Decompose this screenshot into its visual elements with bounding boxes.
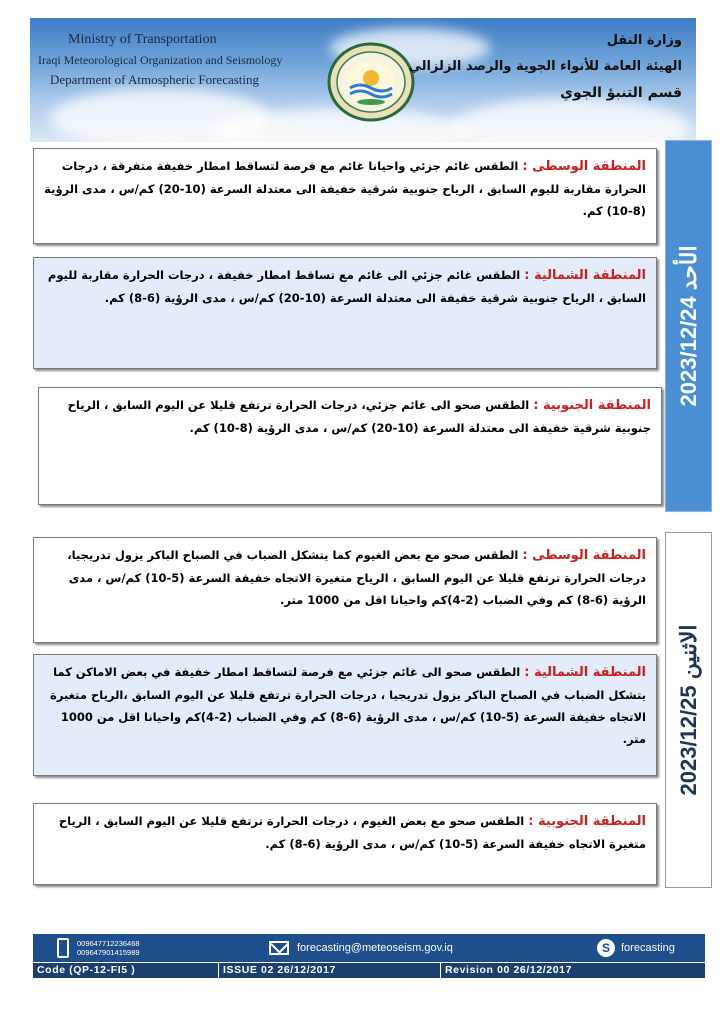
arabic-header [408, 28, 682, 106]
region-box-north-day1 [33, 257, 657, 369]
organization-seal-icon [326, 42, 416, 122]
day-label-monday [665, 532, 712, 888]
region-forecast-text: الطقس صحو الى غائم جزئي مع فرصة لتساقط امطار خفيفة في بعض الاماكن كما يتشكل الضباب في الصباح الباكر يزول تدريجيا ، درجات الحرارة ترتفع قليلا عن اليوم السابق ،الرياح متغيرة الاتجاه خفيفة السرعة (5-10) كم/س ، مدى الرؤية (6-8) كم وفي الضباب (2-4)كم واحيانا اقل من 1000 متر. [50, 665, 646, 746]
region-name: المنطقة الجنوبية : [533, 398, 651, 413]
day-label-text: الاثنين 2023/12/25 [675, 624, 701, 796]
phone-number-2: 009647901415989 [77, 948, 140, 957]
phone-number-1: 009647712236468 [77, 939, 140, 948]
region-forecast-text: الطقس صحو مع بعض الغيوم كما يتشكل الضباب في الصباح الباكر يزول تدريجيا، درجات الحرارة ترتفع قليلا عن اليوم السابق ، الرياح متغيرة الاتجاه خفيفة السرعة (5-10) كم/س ، مدى الرؤية (6-8) كم وفي الضباب (2-4)كم واحيانا اقل من 1000 متر. [67, 548, 646, 607]
phone-numbers [77, 939, 140, 957]
ministry-name-en: Ministry of Transportation [68, 32, 217, 47]
region-name: المنطقة الوسطى : [522, 548, 646, 563]
day-label-text: الأحد 2023/12/24 [675, 245, 701, 407]
organization-name-ar: الهيئة العامة للأنواء الجوية والرصد الزلزالي [408, 59, 682, 74]
ministry-name-ar: وزارة النقل [606, 33, 682, 48]
region-box-south-day1 [38, 387, 662, 505]
document-issue: ISSUE 02 26/12/2017 [219, 963, 441, 978]
document-control-row [33, 962, 705, 978]
region-box-north-day2 [33, 654, 657, 776]
document-code: Code (QP-12-FI5 ) [33, 963, 219, 978]
day-label-sunday [665, 140, 712, 512]
skype-handle[interactable]: forecasting [621, 942, 675, 954]
region-box-central-day2 [33, 537, 657, 643]
region-box-south-day2 [33, 803, 657, 885]
header-banner [30, 18, 696, 142]
region-forecast-text: الطقس غائم جزئي واحيانا غائم مع فرصة لتساقط امطار خفيفة متفرقة ، درجات الحرارة مقاربة لليوم السابق ، الرياح جنوبية شرقية خفيفة الى معتدلة السرعة (10-20) كم/س ، مدى الرؤية (8-10) كم. [44, 159, 646, 218]
region-box-central-day1 [33, 148, 657, 244]
department-name-ar: قسم التنبؤ الجوي [560, 85, 682, 101]
phone-icon [57, 938, 69, 958]
region-name: المنطقة الشمالية : [524, 665, 646, 680]
department-name-en: Department of Atmospheric Forecasting [50, 72, 260, 87]
mail-icon [269, 941, 289, 955]
region-name: المنطقة الجنوبية : [528, 814, 646, 829]
contact-row [33, 934, 705, 962]
english-header [38, 30, 282, 90]
email-address[interactable]: forecasting@meteoseism.gov.iq [297, 942, 453, 954]
skype-icon: S [597, 939, 615, 957]
footer-bar [33, 934, 705, 978]
region-forecast-text: الطقس صحو الى غائم جزئي، درجات الحرارة ترتفع قليلا عن اليوم السابق ، الرياح جنوبية شرقية خفيفة الى معتدلة السرعة (10-20) كم/س ، مدى الرؤية (8-10) كم. [67, 398, 651, 435]
region-name: المنطقة الشمالية : [524, 268, 646, 283]
document-revision: Revision 00 26/12/2017 [445, 964, 573, 976]
region-name: المنطقة الوسطى : [522, 159, 646, 174]
region-forecast-text: الطقس غائم جزئي الى غائم مع تساقط امطار خفيفة ، درجات الحرارة مقاربة لليوم السابق ، الرياح جنوبية شرقية خفيفة الى معتدلة السرعة (10-20) كم/س ، مدى الرؤية (6-8) كم. [47, 268, 646, 305]
organization-name-en: Iraqi Meteorological Organization and Seismology [38, 53, 283, 67]
region-forecast-text: الطقس صحو مع بعض الغيوم ، درجات الحرارة ترتفع قليلا عن اليوم السابق ، الرياح متغيرة الاتجاه خفيفة السرعة (5-10) كم/س ، مدى الرؤية (6-8) كم. [58, 814, 646, 851]
